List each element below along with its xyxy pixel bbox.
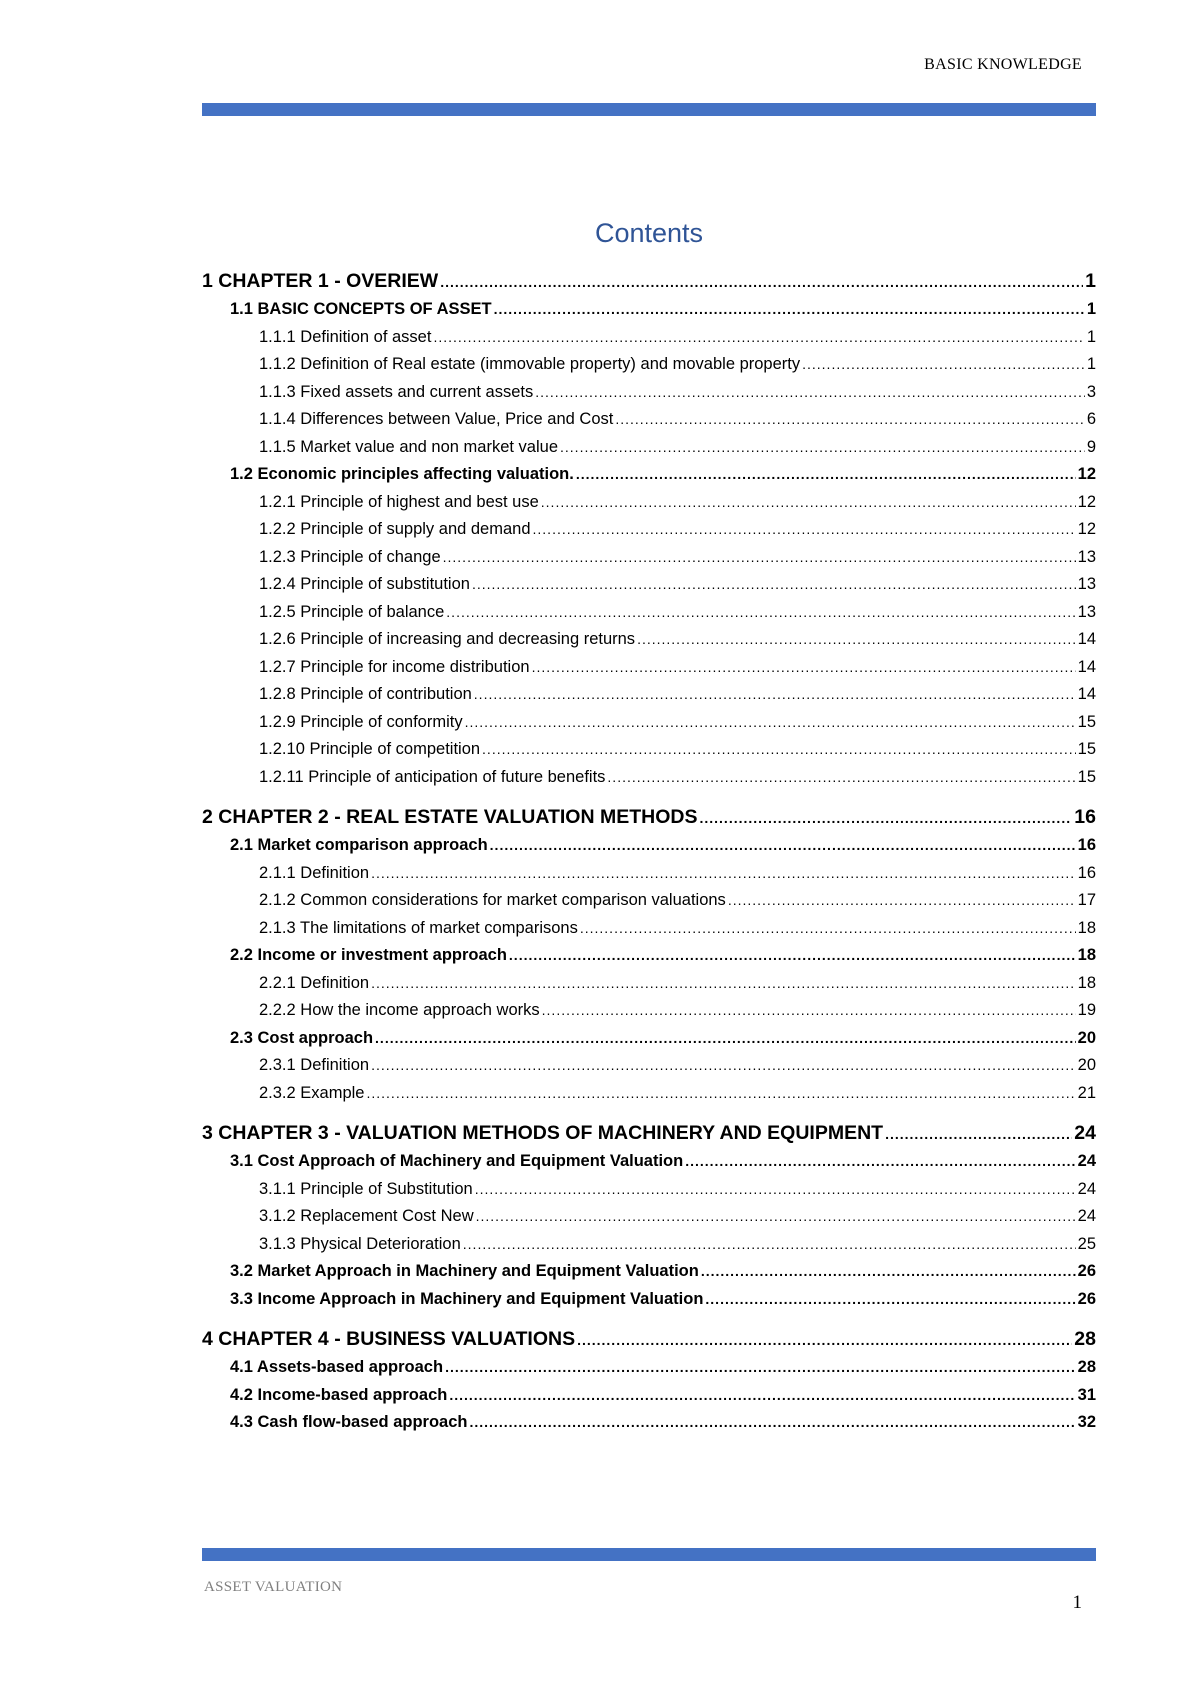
toc-entry-page: 1 [1086, 327, 1096, 346]
toc-dot-leader [494, 296, 1085, 324]
toc-entry-label: 1 CHAPTER 1 - OVERIEW [202, 270, 439, 292]
toc-entry-label: 1.2.4 Principle of substitution [259, 575, 470, 593]
toc-subsection-entry[interactable] [202, 709, 1096, 737]
toc-entry-page: 12 [1077, 465, 1096, 483]
toc-entry-label: 1.2.11 Principle of anticipation of future benefits [259, 767, 606, 786]
toc-chapter-entry[interactable] [202, 1325, 1096, 1354]
toc-entry-page: 15 [1077, 740, 1096, 758]
toc-entry-page: 26 [1077, 1289, 1096, 1308]
toc-subsection-entry[interactable] [202, 1203, 1096, 1231]
toc-subsection-entry[interactable] [202, 1080, 1096, 1108]
toc-subsection-entry[interactable] [202, 681, 1096, 709]
toc-entry-label: 1.2.1 Principle of highest and best use [259, 492, 539, 511]
toc-entry-label: 2.1 Market comparison approach [230, 836, 488, 854]
toc-entry-label: 1.2.7 Principle for income distribution [259, 657, 530, 676]
toc-subsection-entry[interactable] [202, 544, 1096, 572]
toc-dot-leader [615, 406, 1084, 434]
running-header: BASIC KNOWLEDGE [924, 56, 1082, 73]
toc-subsection-entry[interactable] [202, 654, 1096, 682]
toc-entry-label: 2.2.1 Definition [259, 973, 370, 992]
toc-entry-label: 1.2 Economic principles affecting valuation. [230, 465, 574, 483]
toc-entry-page: 15 [1077, 712, 1096, 731]
toc-entry-page: 12 [1077, 492, 1096, 511]
toc-entry-label: 3.3 Income Approach in Machinery and Equipment Valuation [230, 1289, 704, 1308]
toc-entry-label: 1.2.9 Principle of conformity [259, 712, 463, 731]
toc-dot-leader [445, 1354, 1076, 1382]
toc-entry-page: 32 [1077, 1413, 1096, 1431]
toc-dot-leader [474, 681, 1076, 709]
toc-subsection-entry[interactable] [202, 351, 1096, 379]
toc-entry-page: 18 [1077, 946, 1096, 964]
toc-dot-leader [371, 970, 1076, 998]
toc-dot-leader [542, 997, 1076, 1025]
toc-entry-page: 21 [1077, 1083, 1096, 1102]
toc-entry-page: 12 [1077, 520, 1096, 538]
toc-dot-leader [699, 804, 1072, 832]
toc-section-entry[interactable] [202, 1258, 1096, 1286]
table-of-contents [202, 267, 1096, 1437]
toc-subsection-entry[interactable] [202, 626, 1096, 654]
toc-entry-page: 13 [1077, 602, 1096, 621]
toc-entry-page: 14 [1077, 630, 1096, 648]
toc-section-entry[interactable] [202, 1409, 1096, 1437]
toc-entry-label: 3.1.1 Principle of Substitution [259, 1179, 473, 1198]
toc-entry-page: 24 [1077, 1179, 1096, 1198]
toc-entry-label: 1.1.3 Fixed assets and current assets [259, 382, 534, 401]
toc-entry-label: 3.1.3 Physical Deterioration [259, 1234, 461, 1253]
toc-entry-page: 3 [1086, 382, 1096, 401]
toc-entry-page: 1 [1086, 355, 1096, 373]
toc-entry-label: 3.2 Market Approach in Machinery and Equipment Valuation [230, 1262, 699, 1280]
toc-entry-label: 4 CHAPTER 4 - BUSINESS VALUATIONS [202, 1328, 576, 1350]
toc-subsection-entry[interactable] [202, 887, 1096, 915]
toc-entry-label: 2.3 Cost approach [230, 1028, 374, 1047]
page-number: 1 [1072, 1592, 1082, 1613]
toc-section-entry[interactable] [202, 1382, 1096, 1410]
toc-entry-page: 20 [1077, 1028, 1096, 1047]
toc-entry-page: 18 [1077, 918, 1096, 937]
toc-entry-page: 6 [1086, 410, 1096, 428]
toc-dot-leader [371, 860, 1076, 888]
toc-dot-leader [476, 1203, 1076, 1231]
toc-dot-leader [533, 516, 1076, 544]
toc-entry-page: 28 [1074, 1328, 1096, 1350]
toc-entry-page: 14 [1077, 685, 1096, 703]
toc-entry-page: 24 [1077, 1152, 1096, 1170]
toc-chapter-entry[interactable] [202, 1119, 1096, 1148]
toc-entry-label: 2.3.1 Definition [259, 1056, 370, 1074]
toc-entry-page: 1 [1086, 300, 1096, 318]
toc-dot-leader [449, 1382, 1075, 1410]
toc-entry-page: 24 [1077, 1207, 1096, 1225]
toc-entry-label: 1.2.6 Principle of increasing and decreasing returns [259, 630, 636, 648]
toc-dot-leader [885, 1120, 1072, 1148]
toc-chapter-entry[interactable] [202, 803, 1096, 832]
toc-entry-page: 26 [1077, 1262, 1096, 1280]
toc-entry-label: 1.2.5 Principle of balance [259, 602, 445, 621]
header-rule [202, 103, 1096, 116]
toc-entry-label: 3.1.2 Replacement Cost New [259, 1207, 474, 1225]
toc-entry-label: 1.2.10 Principle of competition [259, 740, 481, 758]
toc-subsection-entry[interactable] [202, 764, 1096, 792]
toc-subsection-entry[interactable] [202, 379, 1096, 407]
toc-dot-leader [463, 1231, 1076, 1259]
toc-entry-page: 16 [1077, 836, 1096, 854]
toc-dot-leader [728, 887, 1076, 915]
toc-section-entry[interactable] [202, 1286, 1096, 1314]
toc-entry-page: 31 [1077, 1385, 1096, 1404]
toc-entry-label: 2.2.2 How the income approach works [259, 1001, 540, 1019]
toc-entry-page: 14 [1077, 657, 1096, 676]
toc-subsection-entry[interactable] [202, 434, 1096, 462]
toc-dot-leader [375, 1025, 1076, 1053]
toc-dot-leader [433, 324, 1084, 352]
toc-dot-leader [443, 544, 1076, 572]
toc-dot-leader [802, 351, 1085, 379]
toc-entry-page: 16 [1074, 806, 1096, 828]
toc-entry-label: 2 CHAPTER 2 - REAL ESTATE VALUATION METHODS [202, 806, 698, 828]
toc-entry-label: 1.2.2 Principle of supply and demand [259, 520, 531, 538]
toc-subsection-entry[interactable] [202, 915, 1096, 943]
toc-subsection-entry[interactable] [202, 860, 1096, 888]
toc-entry-label: 2.1.2 Common considerations for market comparison valuations [259, 891, 726, 909]
toc-entry-label: 4.2 Income-based approach [230, 1385, 448, 1404]
toc-subsection-entry[interactable] [202, 1176, 1096, 1204]
toc-section-entry[interactable] [202, 296, 1096, 324]
toc-entry-page: 16 [1077, 863, 1096, 882]
toc-dot-leader [701, 1258, 1076, 1286]
toc-entry-label: 1.1.2 Definition of Real estate (immovable property) and movable property [259, 355, 801, 373]
toc-subsection-entry[interactable] [202, 571, 1096, 599]
toc-entry-label: 1.1.1 Definition of asset [259, 327, 432, 346]
toc-section-entry[interactable] [202, 1148, 1096, 1176]
toc-entry-label: 1.2.3 Principle of change [259, 547, 441, 566]
toc-subsection-entry[interactable] [202, 736, 1096, 764]
toc-entry-label: 2.1.1 Definition [259, 863, 370, 882]
toc-entry-page: 18 [1077, 973, 1096, 992]
toc-entry-page: 13 [1077, 547, 1096, 566]
toc-subsection-entry[interactable] [202, 970, 1096, 998]
toc-dot-leader [577, 1326, 1072, 1354]
toc-entry-page: 28 [1077, 1358, 1096, 1376]
toc-dot-leader [475, 1176, 1076, 1204]
toc-title: Contents [594, 218, 704, 248]
toc-entry-label: 3 CHAPTER 3 - VALUATION METHODS OF MACHINERY AND EQUIPMENT [202, 1122, 884, 1144]
toc-dot-leader [576, 461, 1076, 489]
toc-subsection-entry[interactable] [202, 997, 1096, 1025]
toc-section-entry[interactable] [202, 942, 1096, 970]
toc-entry-page: 20 [1077, 1056, 1096, 1074]
toc-subsection-entry[interactable] [202, 1231, 1096, 1259]
toc-entry-page: 24 [1074, 1122, 1096, 1144]
toc-dot-leader [637, 626, 1076, 654]
toc-dot-leader [685, 1148, 1075, 1176]
toc-entry-label: 4.1 Assets-based approach [230, 1358, 444, 1376]
toc-dot-leader [440, 268, 1083, 296]
toc-entry-label: 2.3.2 Example [259, 1083, 365, 1102]
toc-subsection-entry[interactable] [202, 489, 1096, 517]
toc-dot-leader [580, 915, 1076, 943]
toc-entry-page: 25 [1077, 1234, 1096, 1253]
toc-section-entry[interactable] [202, 1354, 1096, 1382]
toc-dot-leader [371, 1052, 1076, 1080]
toc-dot-leader [490, 832, 1076, 860]
toc-dot-leader [541, 489, 1076, 517]
toc-entry-page: 17 [1077, 891, 1096, 909]
toc-dot-leader [532, 654, 1076, 682]
toc-dot-leader [446, 599, 1075, 627]
toc-entry-label: 1.2.8 Principle of contribution [259, 685, 472, 703]
toc-entry-label: 1.1.4 Differences between Value, Price and Cost [259, 410, 614, 428]
toc-entry-page: 13 [1077, 575, 1096, 593]
toc-entry-label: 2.1.3 The limitations of market comparisons [259, 918, 578, 937]
toc-entry-page: 15 [1077, 767, 1096, 786]
toc-entry-label: 4.3 Cash flow-based approach [230, 1413, 468, 1431]
toc-dot-leader [607, 764, 1075, 792]
toc-section-entry[interactable] [202, 1025, 1096, 1053]
toc-dot-leader [705, 1286, 1075, 1314]
toc-dot-leader [366, 1080, 1075, 1108]
toc-entry-label: 3.1 Cost Approach of Machinery and Equipment Valuation [230, 1152, 684, 1170]
toc-section-entry[interactable] [202, 461, 1096, 489]
toc-dot-leader [482, 736, 1076, 764]
toc-dot-leader [535, 379, 1085, 407]
footer-rule [202, 1548, 1096, 1561]
toc-subsection-entry[interactable] [202, 516, 1096, 544]
toc-subsection-entry[interactable] [202, 599, 1096, 627]
toc-subsection-entry[interactable] [202, 1052, 1096, 1080]
toc-entry-page: 1 [1085, 270, 1096, 292]
toc-section-entry[interactable] [202, 832, 1096, 860]
running-footer: ASSET VALUATION [204, 1579, 343, 1595]
toc-chapter-entry[interactable] [202, 267, 1096, 296]
toc-dot-leader [472, 571, 1076, 599]
toc-subsection-entry[interactable] [202, 406, 1096, 434]
toc-dot-leader [560, 434, 1085, 462]
toc-entry-label: 2.2 Income or investment approach [230, 946, 507, 964]
toc-subsection-entry[interactable] [202, 324, 1096, 352]
toc-entry-label: 1.1.5 Market value and non market value [259, 437, 559, 456]
toc-dot-leader [469, 1409, 1075, 1437]
toc-entry-label: 1.1 BASIC CONCEPTS OF ASSET [230, 300, 492, 318]
toc-entry-page: 19 [1077, 1001, 1096, 1019]
toc-entry-page: 9 [1086, 437, 1096, 456]
toc-dot-leader [465, 709, 1076, 737]
toc-dot-leader [509, 942, 1076, 970]
